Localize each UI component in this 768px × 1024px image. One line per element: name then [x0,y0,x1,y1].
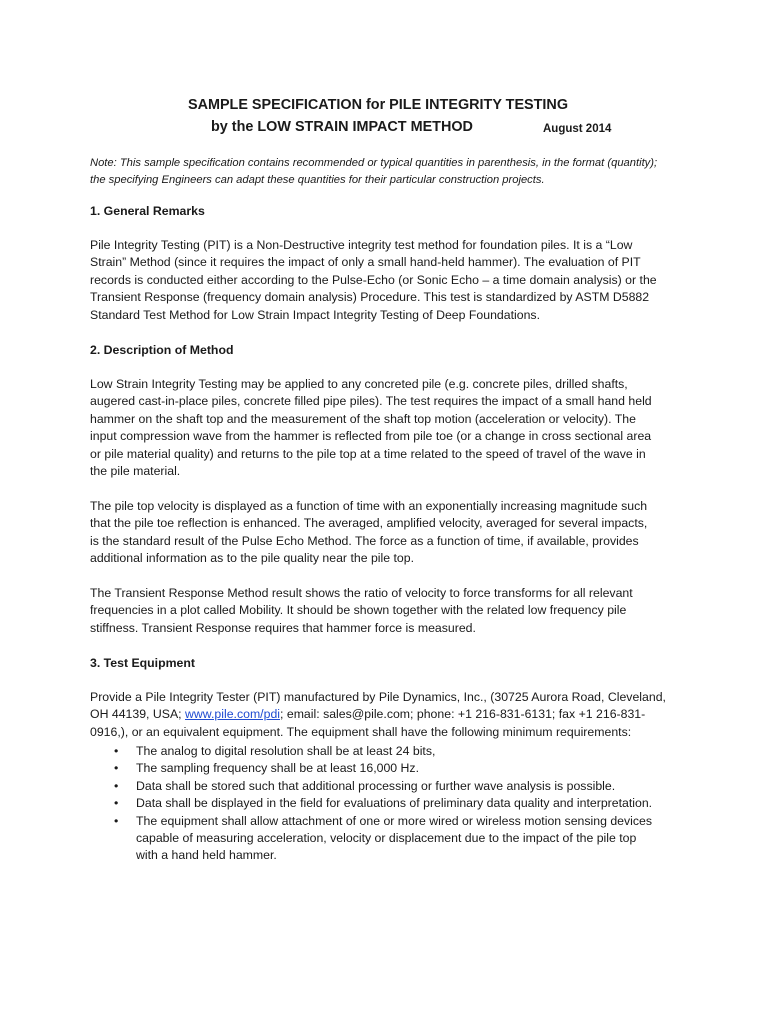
paragraph-line: or pile material quality) and returns to the pile top at a time related to the speed of travel of the wave in [90,446,646,461]
general-remarks-paragraph [90,237,690,324]
paragraph-line: Low Strain Integrity Testing may be applied to any concreted pile (e.g. concrete piles, drilled shafts, [90,377,628,391]
title-line-2: by the LOW STRAIN IMPACT METHOD [211,119,473,135]
list-item-text: The analog to digital resolution shall be at least 24 bits, [136,744,436,758]
paragraph-line: the pile material. [90,464,181,479]
paragraph-line: augered cast-in-place piles, concrete filled pipe piles). The test requires the impact of a small hand held [90,394,652,409]
paragraph-line: frequencies in a plot called Mobility. It should be shown together with the related low frequency pile [90,603,627,618]
bullet-icon: • [114,778,119,793]
bullet-icon: • [114,813,119,828]
equipment-intro-paragraph [90,689,690,741]
paragraph-line: input compression wave from the hammer is reflected from pile toe (or a change in cross sectional area [90,429,652,444]
paragraph-line: records is conducted either according to the Pulse-Echo (or Sonic Echo – a time domain analysis) or the [90,272,657,287]
list-item-text: The equipment shall allow attachment of one or more wired or wireless motion sensing devices [136,813,653,828]
list-item-text: capable of measuring acceleration, velocity or displacement due to the impact of the pile top [136,831,637,846]
paragraph-line: is the standard result of the Pulse Echo Method. The force as a function of time, if available, provides [90,533,639,548]
paragraph-line: Provide a Pile Integrity Tester (PIT) manufactured by Pile Dynamics, Inc., (30725 Aurora Road, Cleveland, [90,690,666,704]
list-item [90,813,690,865]
list-item [90,795,690,812]
note-line: the specifying Engineers can adapt these quantities for their particular construction projects. [90,174,545,186]
paragraph-line: The Transient Response Method result shows the ratio of velocity to force transforms for all relevant [90,586,633,600]
list-item-text: Data shall be displayed in the field for evaluations of preliminary data quality and interpretation. [136,796,653,811]
section-heading-general-remarks: 1. General Remarks [90,204,205,218]
description-paragraph-1 [90,376,690,480]
paragraph-line: stiffness. Transient Response requires that hammer force is measured. [90,620,476,635]
list-item [90,760,690,777]
paragraph-line: Transient Response (frequency domain analysis) Procedure. This test is standardized by ASTM D5882 [90,290,650,305]
bullet-icon: • [114,761,119,776]
pile-dynamics-website-link[interactable]: www.pile.com/pdi [185,707,281,722]
list-item [90,778,690,795]
paragraph-text: OH 44139, USA; [90,707,186,722]
description-paragraph-3 [90,585,690,637]
note-line: Note: This sample specification contains recommended or typical quantities in parenthesis, in the format (quantity); [90,157,658,169]
document-date: August 2014 [543,123,612,135]
paragraph-line: Strain” Method (since it requires the impact of only a small hand-held hammer). The evaluation of PIT [90,255,641,270]
list-item-text: The sampling frequency shall be at least 16,000 Hz. [136,761,419,776]
requirements-list [90,743,690,865]
paragraph-line: hammer on the shaft top and the measurement of the shaft top motion (acceleration or velocity). The [90,411,636,426]
paragraph-line: Pile Integrity Testing (PIT) is a Non-Destructive integrity test method for foundation piles. It is a “Low [90,238,633,252]
list-item-text: Data shall be stored such that additional processing or further wave analysis is possible. [136,778,616,793]
document-title [0,95,768,135]
note-paragraph [90,155,690,189]
paragraph-line: that the pile toe reflection is enhanced. The averaged, amplified velocity, averaged for several impacts, [90,516,648,531]
bullet-icon: • [114,796,119,811]
paragraph-line-with-link [90,706,690,723]
list-item-text: with a hand held hammer. [136,848,277,863]
section-heading-test-equipment: 3. Test Equipment [90,656,195,670]
title-line-2-row [0,115,768,135]
bullet-icon: • [114,744,119,758]
paragraph-line: 0916,), or an equivalent equipment. The equipment shall have the following minimum requirements: [90,724,632,739]
description-paragraph-2 [90,498,690,568]
section-heading-description-of-method: 2. Description of Method [90,343,234,357]
paragraph-line: The pile top velocity is displayed as a function of time with an exponentially increasing magnitude such [90,499,648,513]
title-line-1: SAMPLE SPECIFICATION for PILE INTEGRITY TESTING [187,97,569,113]
paragraph-line: additional information as to the pile quality near the pile top. [90,551,415,566]
paragraph-text: ; email: sales@pile.com; phone: +1 216-831-6131; fax +1 216-831- [280,707,646,722]
list-item [90,743,690,760]
paragraph-line: Standard Test Method for Low Strain Impact Integrity Testing of Deep Foundations. [90,307,541,322]
